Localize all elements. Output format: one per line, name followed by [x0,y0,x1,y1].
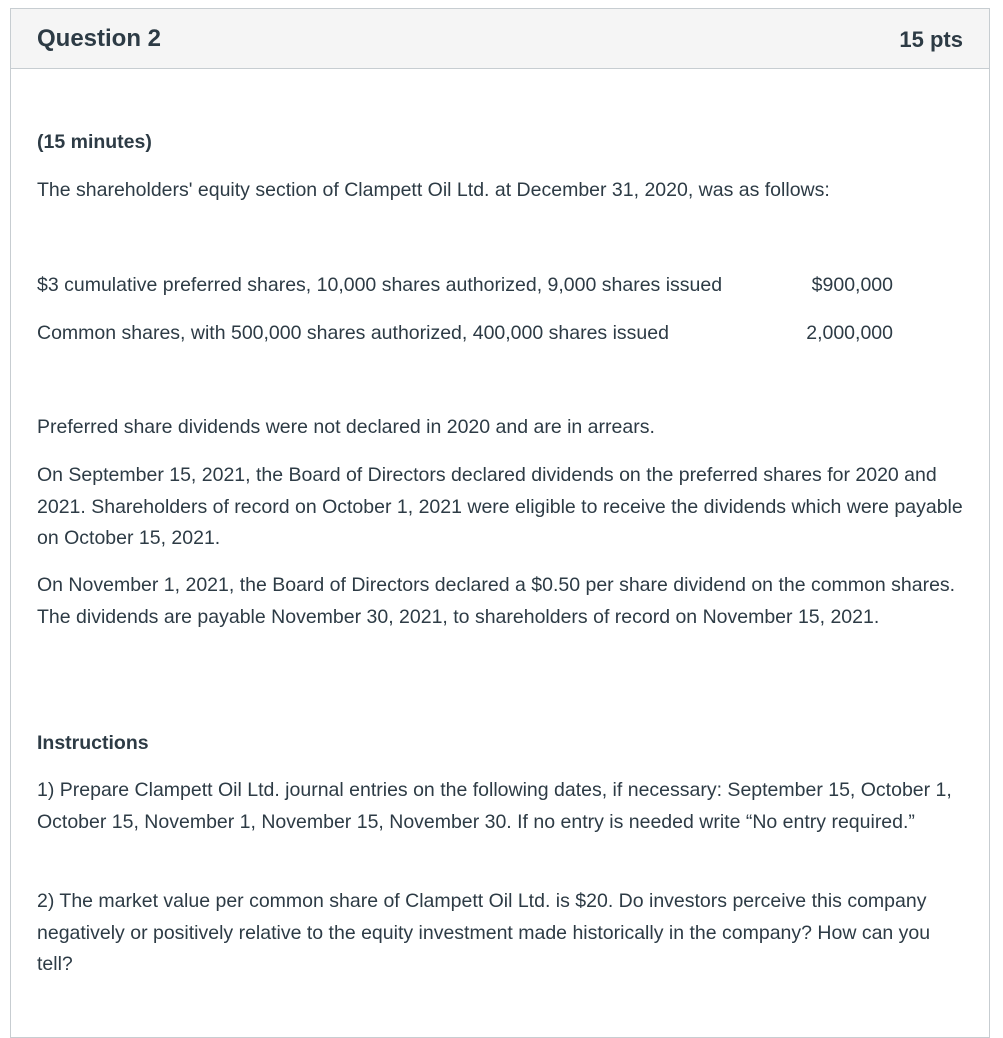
question-title: Question 2 [37,25,162,52]
question-card [10,8,990,1038]
equity-row-label: $3 cumulative preferred shares, 10,000 shares authorized, 9,000 shares issued [37,274,723,296]
instruction-2: 2) The market value per common share of Clampett Oil Ltd. is $20. Do investors perceive this company negatively or positively relative to the equity investment made historically in the company? How can you tell? [37,890,931,975]
instructions-heading: Instructions [37,732,149,754]
question-points: 15 pts [899,27,963,52]
paragraph-november-declaration: On November 1, 2021, the Board of Directors declared a $0.50 per share dividend on the common shares. The dividends are payable November 30, 2021, to shareholders of record on November 15, 2021. [37,574,956,628]
question-header [11,9,989,69]
instruction-1: 1) Prepare Clampett Oil Ltd. journal entries on the following dates, if necessary: September 15, October 1, October 15, November 1, November 15, November 30. If no entry is needed write “No entry required.” [37,779,952,833]
equity-row-label: Common shares, with 500,000 shares authorized, 400,000 shares issued [37,322,669,344]
time-estimate: (15 minutes) [37,131,152,153]
paragraph-arrears: Preferred share dividends were not declared in 2020 and are in arrears. [37,416,655,438]
equity-row-amount: 2,000,000 [806,322,893,344]
equity-row-amount: $900,000 [811,274,893,296]
intro-text: The shareholders' equity section of Clampett Oil Ltd. at December 31, 2020, was as follows: [37,179,830,201]
paragraph-september-declaration: On September 15, 2021, the Board of Directors declared dividends on the preferred shares for 2020 and 2021. Shareholders of record on October 1, 2021 were eligible to receive the dividends which were payable on October 15, 2021. [37,464,963,549]
